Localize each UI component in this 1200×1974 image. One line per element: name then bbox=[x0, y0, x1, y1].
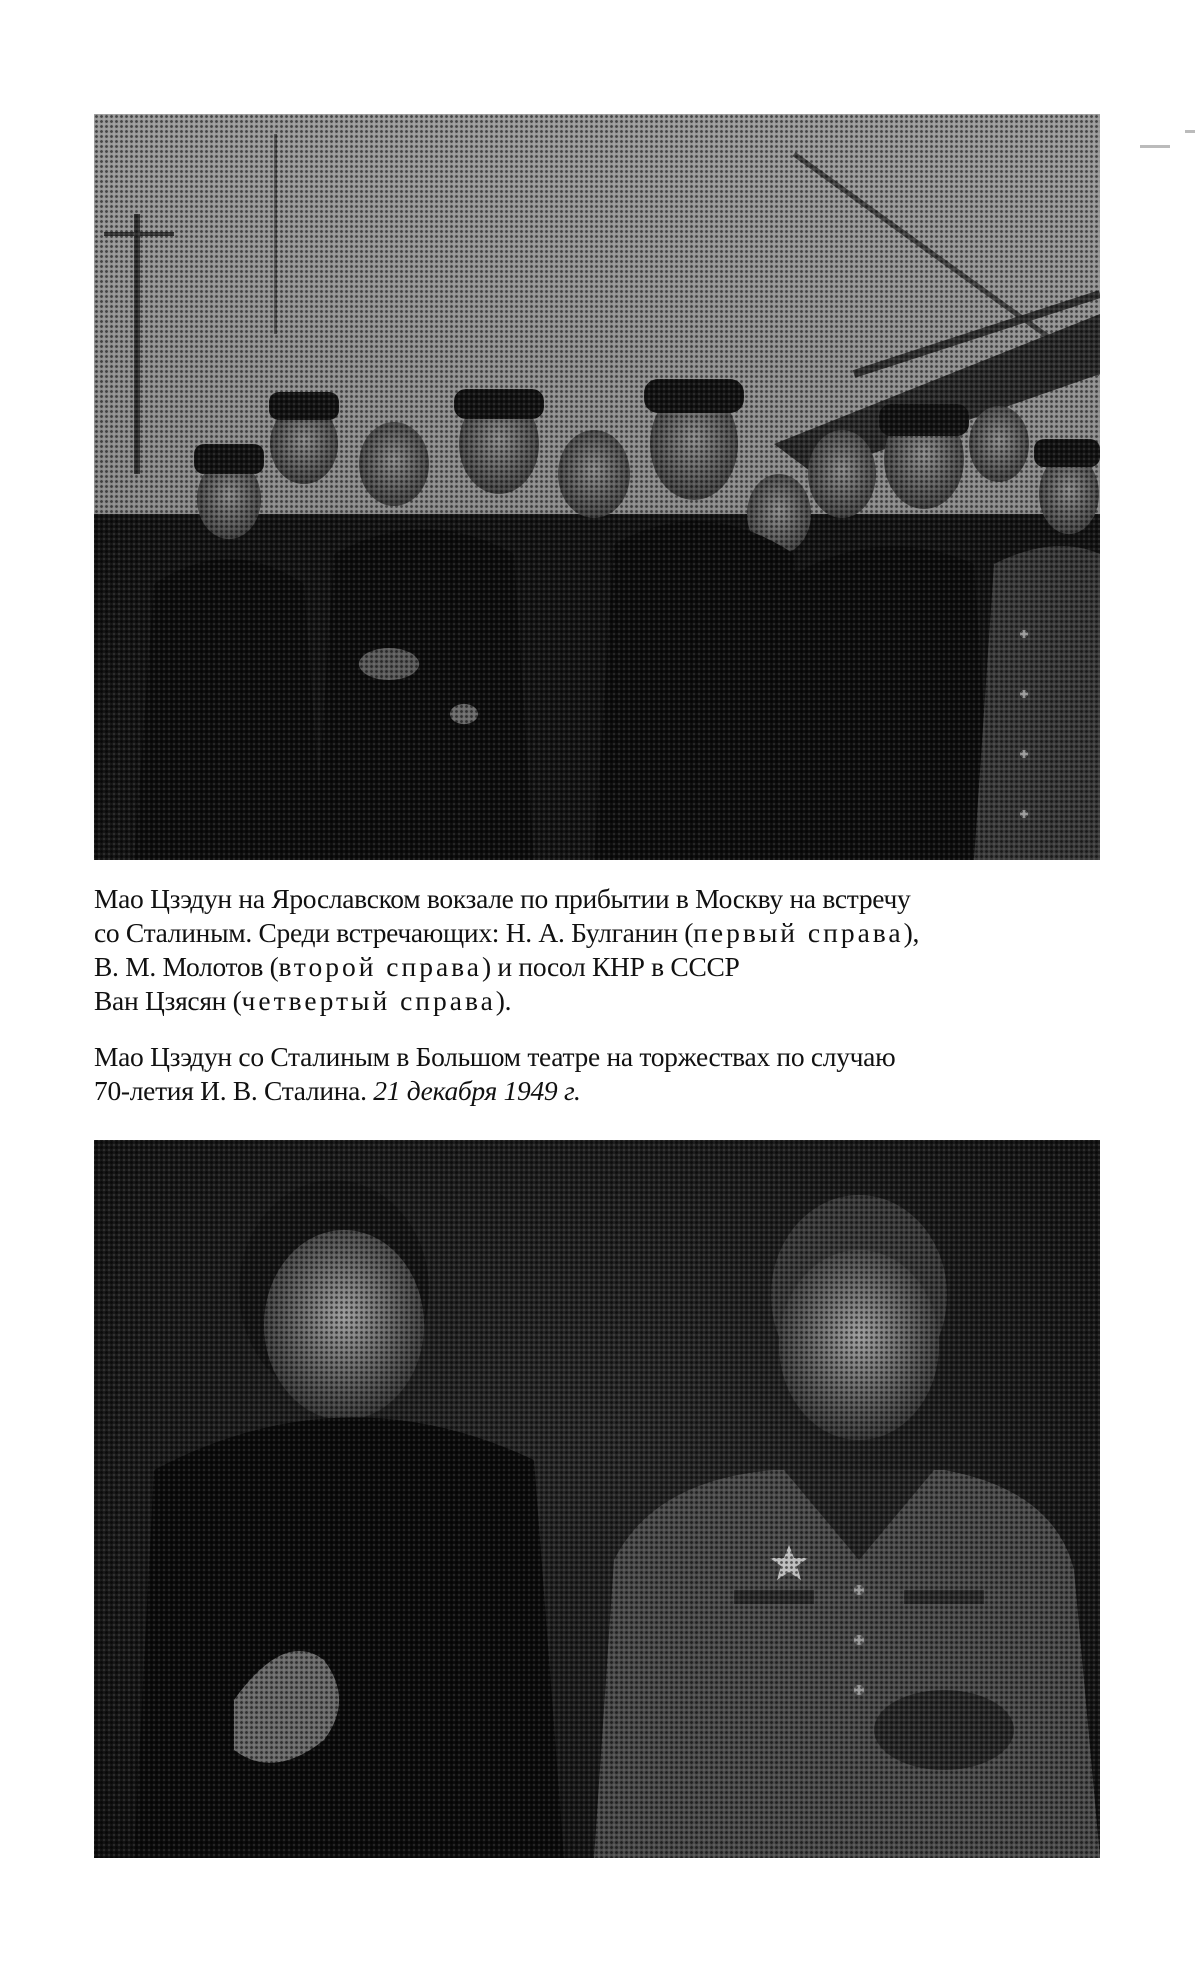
caption-spaced-text: четвертый справа bbox=[241, 985, 496, 1016]
scan-artifact bbox=[1140, 145, 1170, 148]
caption-text: ), bbox=[903, 917, 920, 948]
caption-text: ) и посол КНР в СССР bbox=[482, 951, 740, 982]
caption-station-line-4 bbox=[94, 984, 1100, 1018]
caption-theatre-line-1: Мао Цзэдун со Сталиным в Большом театре на торжествах по случаю bbox=[94, 1041, 896, 1072]
caption-date: 21 декабря 1949 г. bbox=[373, 1075, 581, 1106]
photo-bolshoi-theatre bbox=[94, 1140, 1100, 1858]
station-photo-image bbox=[94, 114, 1100, 860]
photo-yaroslavsky-station bbox=[94, 114, 1100, 860]
caption-station-line-1: Мао Цзэдун на Ярославском вокзале по прибытии в Москву на встречу bbox=[94, 883, 911, 914]
caption-text: 70-летия И. В. Сталина. bbox=[94, 1075, 374, 1106]
caption-spaced-text: первый справа bbox=[693, 917, 904, 948]
caption-theatre-line-2 bbox=[94, 1074, 1100, 1108]
caption-station bbox=[94, 882, 1100, 1018]
theatre-photo-image bbox=[94, 1140, 1100, 1858]
caption-station-line-2 bbox=[94, 916, 1100, 950]
caption-text: со Сталиным. Среди встречающих: Н. А. Булганин ( bbox=[94, 917, 694, 948]
caption-spaced-text: второй справа bbox=[278, 951, 482, 982]
caption-text: В. М. Молотов ( bbox=[94, 951, 279, 982]
caption-text: ). bbox=[495, 985, 512, 1016]
scan-artifact bbox=[1185, 130, 1195, 133]
caption-text: Ван Цзясян ( bbox=[94, 985, 242, 1016]
caption-theatre bbox=[94, 1040, 1100, 1108]
caption-station-line-3 bbox=[94, 950, 1100, 984]
